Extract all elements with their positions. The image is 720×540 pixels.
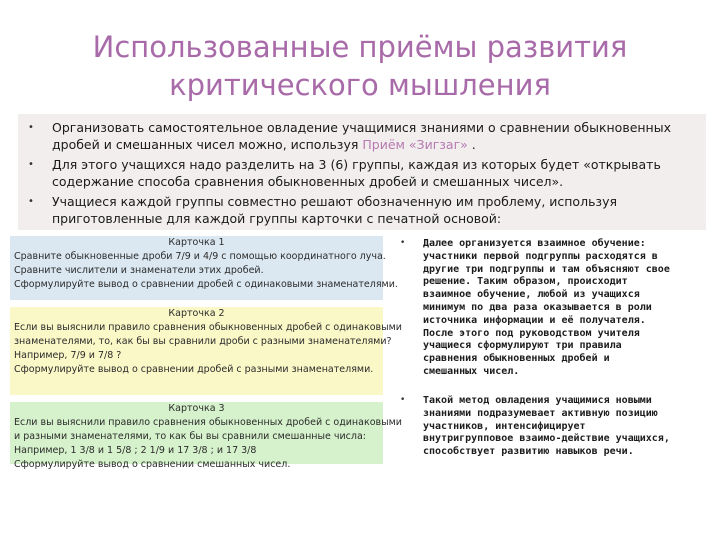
right-2-line-5: способствует развитию навыков речи. [423, 446, 634, 458]
right-1-line-2: участники первой подгруппы расходятся в [423, 250, 658, 262]
card-2-line-1: Если вы выяснили правило сравнения обыкновенных дробей с одинаковыми [14, 322, 402, 333]
card-3 [10, 402, 402, 470]
card-2 [10, 307, 402, 395]
bullet-1-line-1: Организовать самостоятельное овладение учащимися знаниями о сравнении обыкновенных [52, 120, 672, 135]
bullet-2-line-2: содержание способа сравнения обыкновенных дробей и смешанных чисел». [52, 174, 564, 189]
right-1-line-10: сравнения обыкновенных дробей и [423, 353, 610, 365]
bullet-marker-1: • [28, 122, 34, 133]
right-2-line-1: Такой метод овладения учащимися новыми [423, 395, 652, 406]
right-point-2 [423, 395, 703, 459]
bullet-3-line-1: Учащиеся каждой группы совместно решают обозначенную им проблему, используя [52, 194, 617, 209]
card-1-line-2: Сравните числители и знаменатели этих дробей. [14, 265, 264, 276]
card-2-line-3: Например, 7/9 и 7/8 ? [14, 350, 122, 361]
card-3-line-2: и разными знаменателями, то как бы вы сравнили смешанные числа: [14, 431, 366, 442]
card-1 [10, 236, 398, 300]
card-2-title: Карточка 2 [168, 308, 225, 319]
card-1-line-3: Сформулируйте вывод о сравнении дробей с одинаковыми знаменателями. [14, 279, 398, 290]
card-3-line-4: Сформулируйте вывод о сравнении смешанных чисел. [14, 459, 291, 470]
title-line-1: Использованные приёмы развития [92, 30, 628, 64]
card-2-line-2: знаменателями, то, как бы вы сравнили дроби с разными знаменателями? [14, 336, 392, 347]
cards-area [10, 236, 402, 470]
bullet-1-line-2 [52, 136, 702, 153]
bullet-item-3 [52, 193, 702, 227]
bullet-3-line-2: приготовленные для каждой группы карточки с печатной основой: [52, 211, 502, 226]
card-2-line-4: Сформулируйте вывод о сравнении дробей с разными знаменателями. [14, 364, 374, 375]
right-1-line-11: смешанных чисел. [423, 365, 520, 377]
right-1-line-4: решение. Таким образом, происходит [423, 276, 628, 288]
right-point-1 [423, 238, 703, 379]
card-1-line-1: Сравните обыкновенные дроби 7/9 и 4/9 с помощью координатного луча. [14, 251, 386, 262]
bullet-2-line-1: Для этого учащихся надо разделить на 3 (6) группы, каждая из которых будет «открывать [52, 157, 661, 172]
title-line-2: критического мышления [169, 68, 551, 102]
right-column [392, 238, 702, 468]
bullet-1-end: . [467, 137, 476, 152]
right-1-line-9: учащиеся сформулируют три правила [423, 340, 622, 352]
right-1-line-6: минимум по два раза оказывается в роли [423, 301, 652, 313]
card-3-title: Карточка 3 [168, 403, 225, 414]
card-3-line-1: Если вы выяснили правило сравнения обыкновенных дробей с одинаковыми [14, 417, 402, 428]
right-bullet-marker-1: • [400, 238, 406, 248]
bullet-item-2 [52, 156, 702, 190]
bullet-1-text: дробей и смешанных чисел можно, используя [52, 137, 363, 152]
bullet-marker-2: • [28, 159, 34, 170]
right-2-line-4: внутригрупповое взаимо-действие учащихся, [423, 433, 670, 445]
card-3-line-3: Например, 1 3/8 и 1 5/8 ; 2 1/9 и 17 3/8 ; и 17 3/8 [14, 445, 257, 456]
right-1-line-5: взаимное обучение, любой из учащихся [423, 289, 640, 301]
right-1-line-3: другие три подгруппы и там объясняют свое [423, 263, 670, 275]
card-1-title: Карточка 1 [168, 237, 225, 248]
page-title [60, 28, 660, 104]
right-2-line-2: знаниями подразумевает активную позицию [423, 407, 658, 419]
right-1-line-1: Далее организуется взаимное обучение: [423, 238, 646, 249]
right-bullet-marker-2: • [400, 395, 406, 405]
right-1-line-7: источника информации и её получателя. [423, 314, 646, 326]
bullet-marker-3: • [28, 196, 34, 207]
zigzag-technique: Приём «Зигзаг» [362, 137, 468, 152]
bullet-item-1 [52, 119, 702, 153]
right-1-line-8: После этого под руководством учителя [423, 327, 640, 339]
right-2-line-3: участников, интенсифицирует [423, 420, 586, 432]
